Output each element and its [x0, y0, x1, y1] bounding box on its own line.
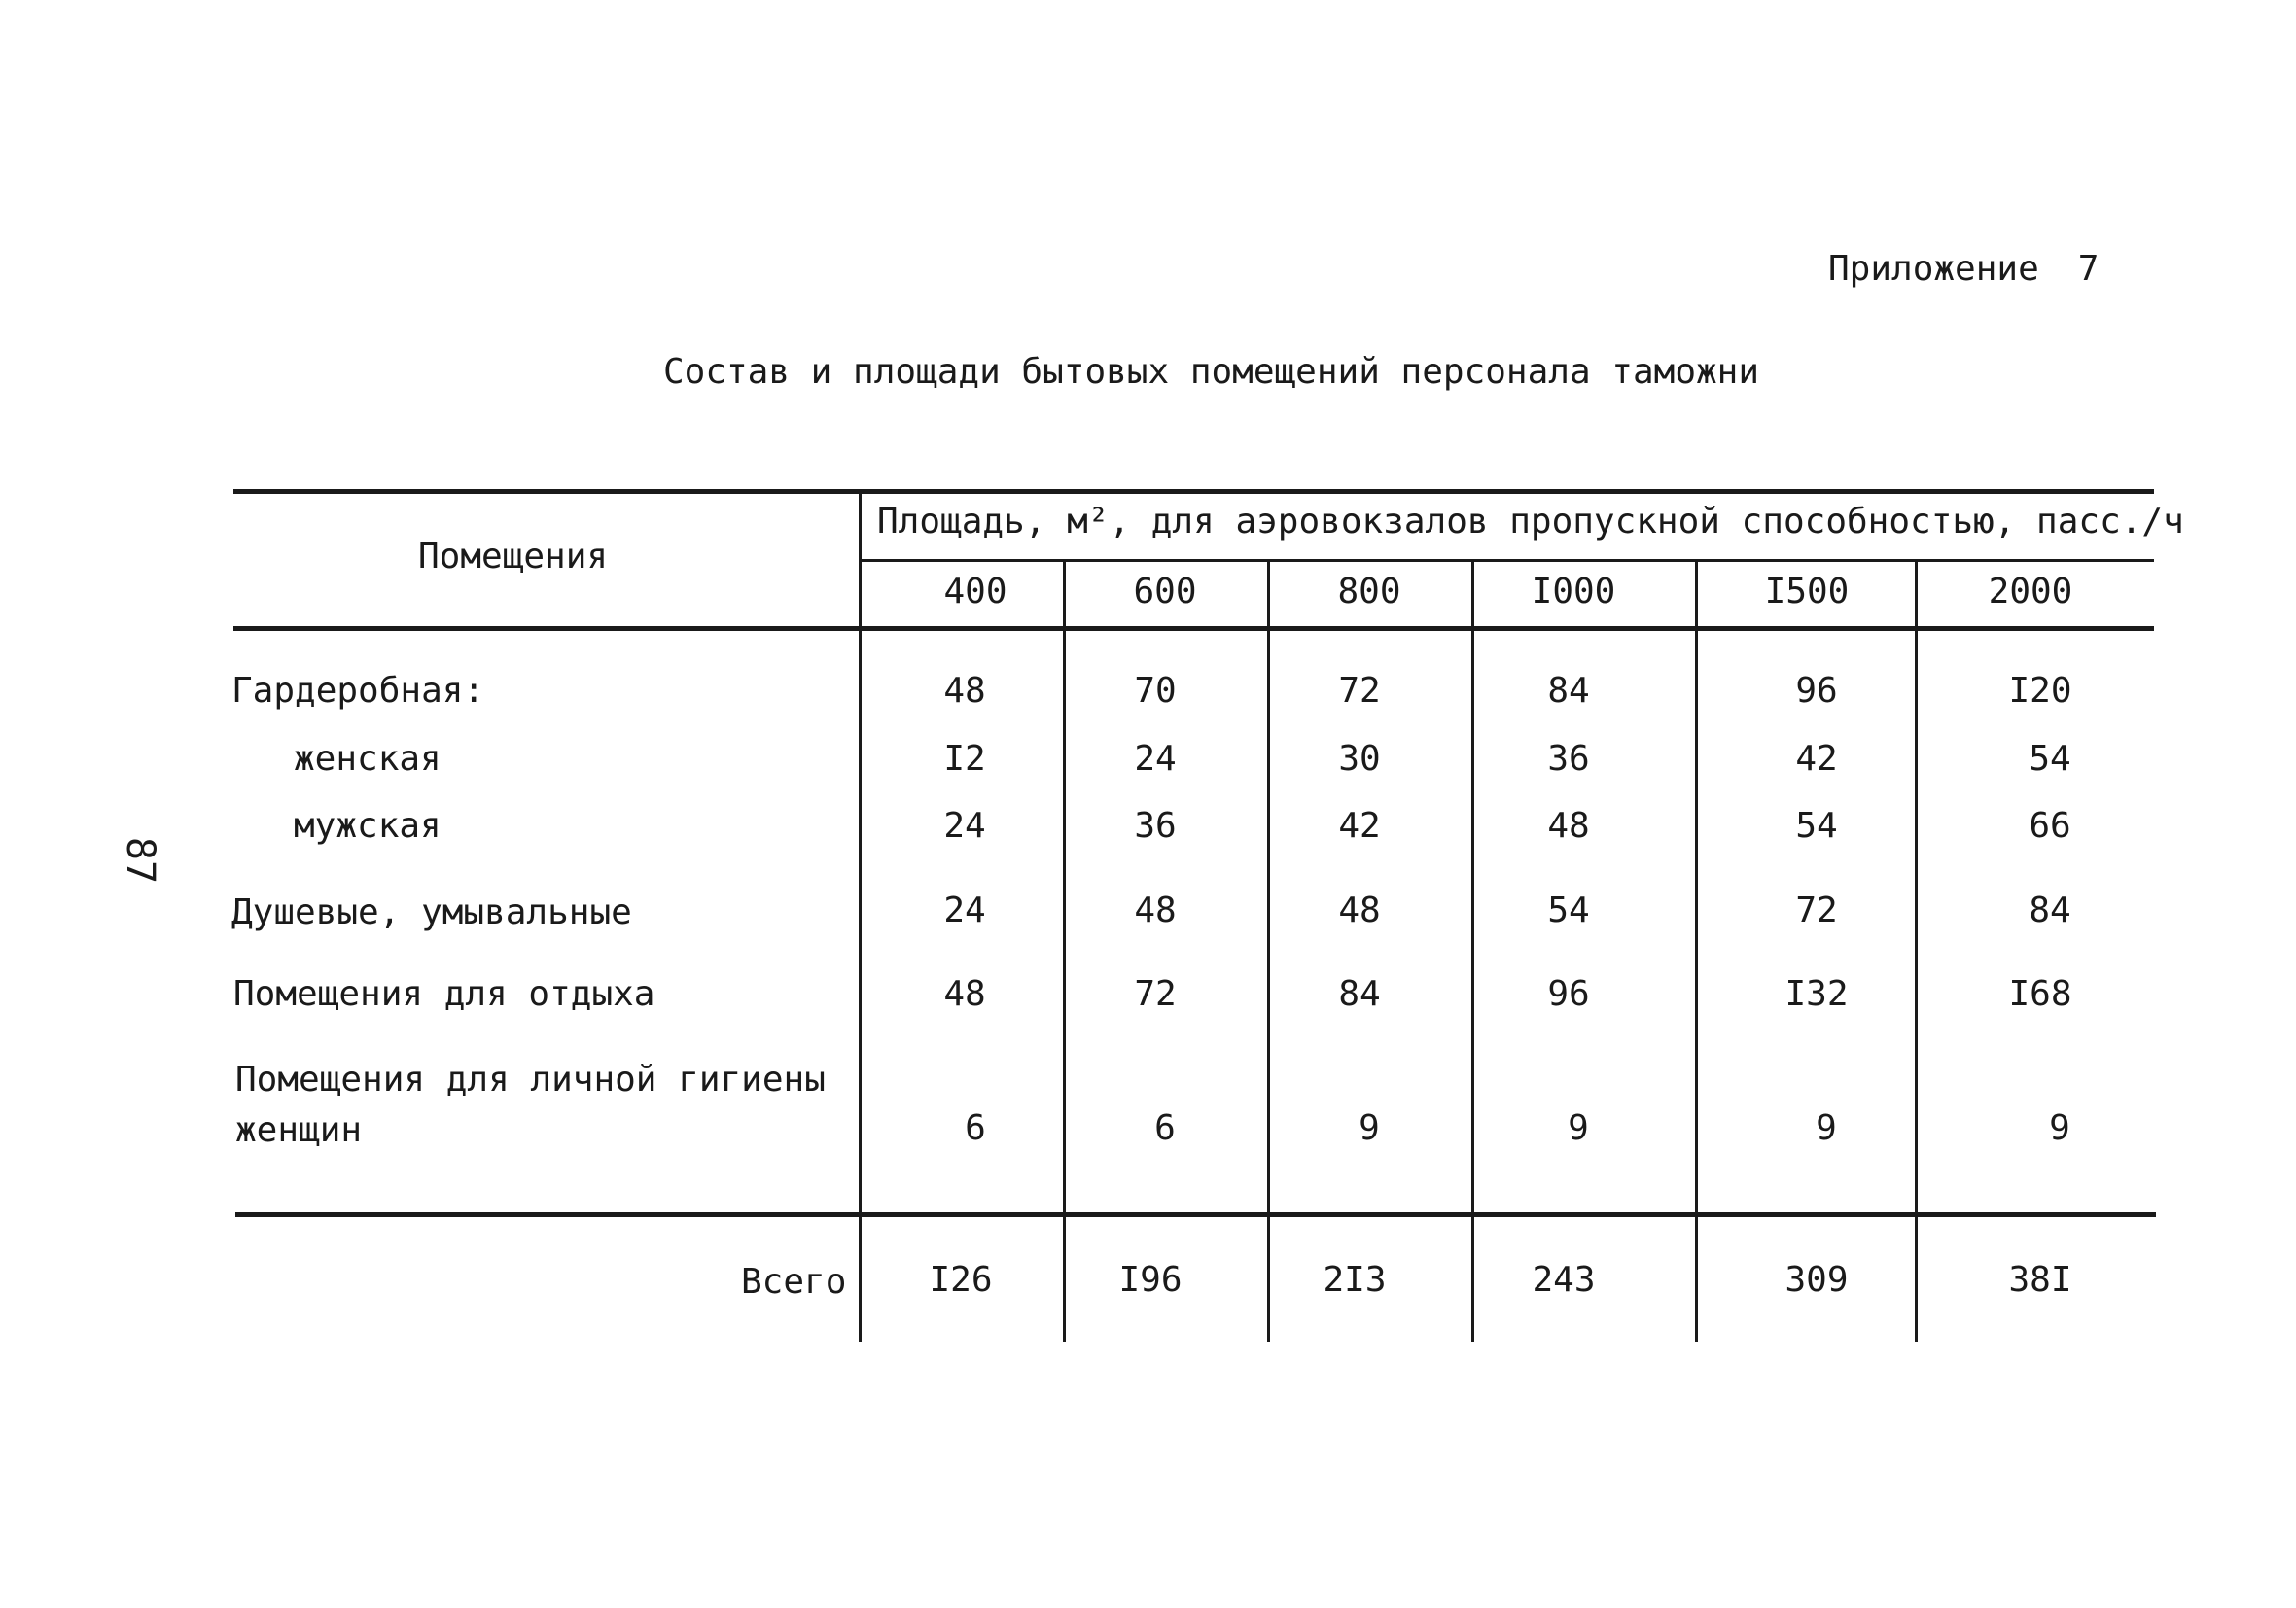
- table-title: Состав и площади бытовых помещений персонала таможни: [662, 352, 1760, 392]
- header-bottom-rule: [233, 626, 2154, 631]
- table-cell: 36: [1134, 806, 1177, 846]
- table-cell: 6: [965, 1108, 986, 1148]
- table-cell: 42: [1795, 739, 1838, 779]
- column-header: 2000: [1988, 572, 2073, 612]
- total-cell: 2I3: [1323, 1260, 1387, 1300]
- table-cell: 48: [1338, 891, 1381, 930]
- table-cell: 24: [1134, 739, 1177, 779]
- total-cell: I26: [929, 1260, 993, 1300]
- column-divider-4: [1695, 562, 1698, 1342]
- table-cell: 72: [1338, 671, 1381, 711]
- row-label: Душевые, умывальные: [231, 892, 632, 932]
- appendix-label: Приложение: [1828, 249, 2039, 289]
- total-rule: [235, 1212, 2156, 1217]
- total-label: Всего: [741, 1262, 847, 1302]
- table-cell: 9: [1359, 1108, 1380, 1148]
- table-cell: 96: [1547, 974, 1590, 1014]
- table-cell: 54: [1547, 891, 1590, 930]
- appendix-number: 7: [2077, 249, 2100, 289]
- subheader-rule: [859, 559, 2154, 562]
- row-label: Гардеробная:: [231, 671, 485, 711]
- total-cell: 38I: [2008, 1260, 2072, 1300]
- total-cell: I96: [1118, 1260, 1183, 1300]
- row-header: Помещения: [418, 537, 609, 577]
- table-cell: 48: [943, 974, 986, 1014]
- appendix-heading: [1828, 249, 2099, 289]
- table-cell: 72: [1134, 974, 1177, 1014]
- column-header: I000: [1531, 572, 1616, 612]
- table-top-rule: [233, 489, 2154, 494]
- table-cell: 30: [1338, 739, 1381, 779]
- column-divider-2: [1267, 562, 1270, 1342]
- table-cell: 48: [1134, 891, 1177, 930]
- table-cell: 70: [1134, 671, 1177, 711]
- table-cell: 84: [1547, 671, 1590, 711]
- row-label: Помещения для личной гигиены: [235, 1060, 826, 1100]
- table-cell: 84: [2029, 891, 2071, 930]
- column-header: 800: [1337, 572, 1401, 612]
- table-cell: 42: [1338, 806, 1381, 846]
- table-cell: 36: [1547, 739, 1590, 779]
- table-cell: 96: [1795, 671, 1838, 711]
- table-cell: I32: [1784, 974, 1849, 1014]
- table-cell: 9: [1568, 1108, 1589, 1148]
- table-cell: 24: [943, 806, 986, 846]
- page-number: 87: [118, 836, 163, 885]
- row-label: женская: [294, 739, 442, 779]
- table-cell: 54: [2029, 739, 2071, 779]
- table-cell: 54: [1795, 806, 1838, 846]
- label-column-divider: [859, 491, 862, 1342]
- column-header: 400: [943, 572, 1007, 612]
- table-cell: 72: [1795, 891, 1838, 930]
- row-label: мужская: [294, 806, 442, 846]
- table-cell: I20: [2008, 671, 2072, 711]
- table-cell: 48: [1547, 806, 1590, 846]
- table-cell: 48: [943, 671, 986, 711]
- table-cell: I68: [2008, 974, 2072, 1014]
- column-header: 600: [1133, 572, 1197, 612]
- column-divider-1: [1063, 562, 1066, 1342]
- table-cell: 24: [943, 891, 986, 930]
- row-label: Помещения для отдыха: [233, 974, 655, 1014]
- total-cell: 243: [1532, 1260, 1596, 1300]
- table-cell: 66: [2029, 806, 2071, 846]
- column-divider-3: [1471, 562, 1474, 1342]
- column-divider-5: [1915, 562, 1918, 1342]
- total-cell: 309: [1784, 1260, 1849, 1300]
- table-cell: 9: [2049, 1108, 2070, 1148]
- table-cell: 6: [1154, 1108, 1176, 1148]
- column-header: I500: [1764, 572, 1850, 612]
- table-cell: 9: [1816, 1108, 1837, 1148]
- table-cell: 84: [1338, 974, 1381, 1014]
- row-label-continuation: женщин: [235, 1110, 363, 1150]
- table-cell: I2: [943, 739, 986, 779]
- group-header: Площадь, м², для аэровокзалов пропускной способностью, пасс./ч: [877, 502, 2184, 542]
